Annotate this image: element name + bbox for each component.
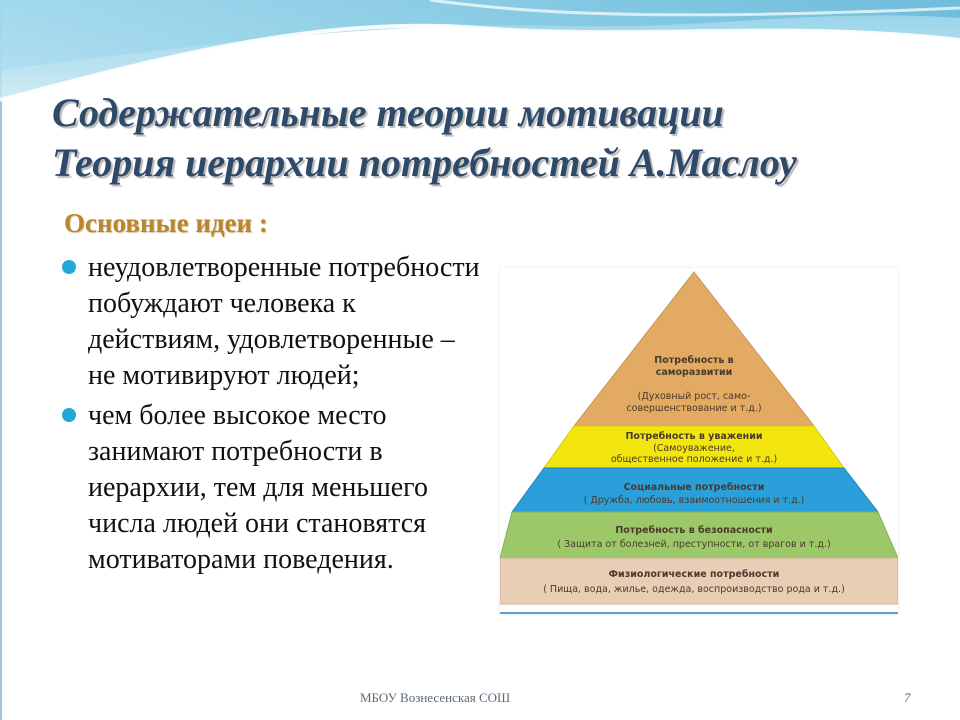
pyramid-level-1-desc-2: совершенствование и т.д.) — [626, 403, 762, 414]
pyramid-level-4-desc: ( Защита от болезней, преступности, от врагов и т.д.) — [557, 539, 831, 550]
slide-title-line-2: Теория иерархии потребностей А.Маслоу — [52, 140, 797, 185]
pyramid-level-5-desc: ( Пища, вода, жилье, одежда, воспроизводство рода и т.д.) — [543, 584, 845, 595]
slide-title — [52, 88, 932, 188]
bullet-item — [60, 250, 480, 394]
pyramid-level-5-title: Физиологические потребности — [608, 569, 780, 580]
bullet-item — [60, 398, 480, 578]
slide-title-line-1: Содержательные теории мотивации — [52, 90, 724, 135]
bullet-dot-icon — [62, 408, 76, 422]
pyramid-level-2-title: Потребность в уважении — [625, 431, 763, 442]
bullet-dot-icon — [62, 260, 76, 274]
pyramid-level-2-desc-2: общественное положение и т.д.) — [610, 454, 778, 465]
pyramid-level-1-desc: (Духовный рост, само- — [637, 391, 751, 402]
section-subtitle: Основные идеи : — [64, 208, 268, 238]
pyramid-level-physiological — [500, 558, 898, 604]
footer-school-name: МБОУ Вознесенская СОШ — [360, 690, 511, 705]
pyramid-level-3-title: Социальные потребности — [623, 482, 765, 493]
maslow-pyramid-diagram — [500, 268, 898, 612]
pyramid-level-2-desc: (Самоуважение, — [653, 443, 735, 454]
pyramid-level-3-desc: ( Дружба, любовь, взаимоотношения и т.д.) — [583, 495, 805, 506]
pyramid-level-4-title: Потребность в безопасности — [615, 525, 773, 536]
pyramid-level-1-title: Потребность в — [654, 355, 734, 366]
pyramid-level-1-title-2: саморазвитии — [655, 367, 733, 378]
bullet-text: неудовлетворенные потребности побуждают человека к действиям, удовлетворенные – не мотивируют людей; — [88, 252, 480, 391]
bullet-list — [60, 250, 480, 582]
bullet-text: чем более высокое место занимают потребности в иерархии, тем для меньшего числа людей они становятся мотиваторами поведения. — [88, 400, 428, 575]
page-number: 7 — [904, 690, 911, 705]
maslow-pyramid-card — [500, 268, 898, 614]
